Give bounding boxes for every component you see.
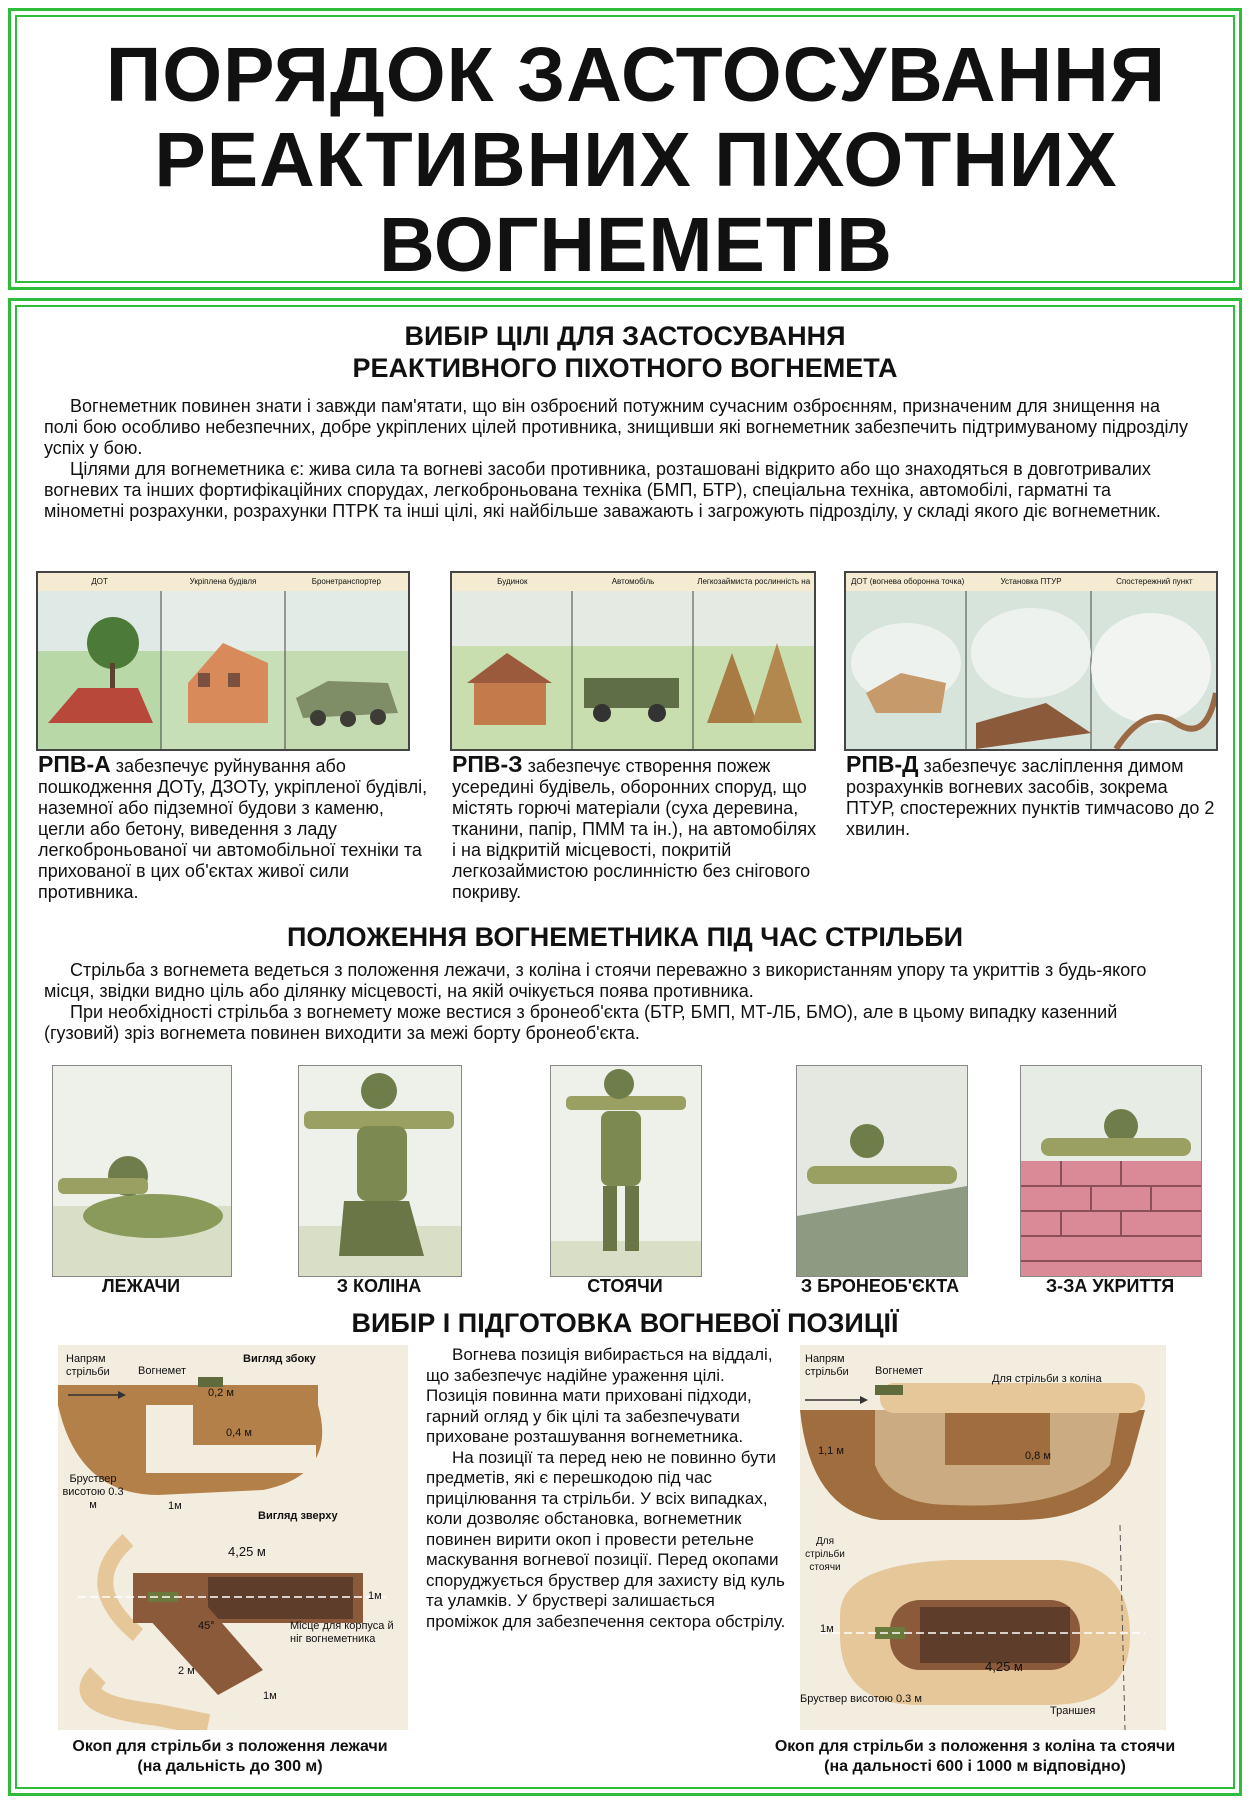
prone-position-picture [52,1065,232,1277]
knee-fire-label: Для стрільби з коліна [992,1373,1102,1385]
kneeling-caption-line-1: Окоп для стрільби з положення з коліна та стоячи [774,1738,1176,1755]
target-heading-line-1: ВИБІР ЦІЛІ ДЛЯ ЗАСТОСУВАННЯ [404,321,846,351]
target-section-text [44,396,1194,522]
position-label-prone: ЛЕЖАЧИ [101,1276,181,1296]
soldier-behind-wall-illustration [1021,1066,1201,1276]
soldier-on-vehicle-illustration [797,1066,967,1276]
positions-heading: ПОЛОЖЕННЯ ВОГНЕМЕТНИКА ПІД ЧАС СТРІЛЬБИ [286,922,964,952]
page-title [51,33,1221,288]
prone-soldier-illustration [53,1066,231,1276]
kneeling-caption-line-2: (на дальності 600 і 1000 м відповідно) [824,1758,1126,1775]
dim-1-1m: 1,1 м [818,1445,844,1457]
angle-45: 45° [198,1620,215,1632]
launcher-label: Вогнемет [875,1365,924,1377]
dim-4-25m: 4,25 м [228,1544,266,1559]
behind-cover-position-picture [1020,1065,1202,1277]
prone-trench-diagram [58,1345,408,1730]
rpv-a-name: РПВ-А [38,751,111,777]
fire-position-text [426,1345,786,1632]
panel-caption: Укріплена будівля [189,577,257,586]
target-heading-line-2: РЕАКТИВНОГО ПІХОТНОГО ВОГНЕМЕТА [352,353,898,383]
panel-caption: ДОТ (вогнева оборонна точка) [850,577,965,586]
rpv-a-desc-text: забезпечує руйнування або пошкодження ДОТу, ДЗОТу, укріпленої будівлі, наземної або підземної будови з каменю, цегли або бетону, виведення з ладу легкоброньованої чи автомобільної техніки та прихованої в цих об'єктах живої сили противника. [38,756,428,902]
title-line-1: ПОРЯДОК ЗАСТОСУВАННЯ [105,32,1167,118]
rpv-d-desc-text: забезпечує засліплення димом розрахунків вогневих засобів, зокрема ПТУР, спостережних пунктів тимчасово до 2 хвилин. [846,756,1215,839]
rpv-a-description [38,751,428,903]
standing-soldier-illustration [551,1066,701,1276]
dim-2m: 2 м [178,1665,195,1677]
rpv-z-description [452,751,820,903]
fire-position-paragraph-2: На позиції та перед нею не повинно бути предметів, які є перешкодою під час прицілювання та стрільби. У всіх випадках, коли дозволяє обстановка, вогнеметник повинен вирити окоп і провести ретельне маскування вогневої позиції. Перед окопами споруджується бруствер для захисту від куль та уламків. У бруствері залишається проміжок для забезпечення сектора обстрілу. [426,1447,786,1631]
bunker-building-apc-illustration [38,573,408,749]
dim-1m-bottom: 1м [263,1690,277,1702]
prone-caption-line-2: (на дальність до 300 м) [137,1758,323,1775]
title-line-3: ВОГНЕМЕТІВ [379,202,893,288]
position-label-standing: СТОЯЧИ [587,1276,663,1296]
standing-position-picture [550,1065,702,1277]
panel-caption: Легкозаймиста рослинність на [697,577,811,586]
panel-caption: Спостережний пункт [1116,577,1193,586]
target-paragraph-1: Вогнеметник повинен знати і завжди пам'ятати, що він озброєний потужним сучасним озброєнням, призначеним для знищення на полі бою особливо небезпечних, добре укріплених цілей противника, знищивши які вогнеметник забезпечить підтримуваному підрозділу успіх у бою. [44,396,1188,458]
dim-0-2m: 0,2 м [208,1387,234,1399]
body-place-label: Місце для корпуса й ніг вогнеметника [290,1620,394,1645]
dim-0-4m: 0,4 м [226,1427,252,1439]
dim-1m: 1м [820,1623,834,1635]
title-frame [8,8,1242,290]
panel-caption: Автомобіль [611,577,655,586]
dim-1m: 1м [168,1500,182,1512]
kneeling-standing-trench-drawing [800,1345,1166,1730]
armored-vehicle-position-picture [796,1065,968,1277]
position-label-kneeling: З КОЛІНА [336,1276,422,1296]
position-label-vehicle: З БРОНЕОБ'ЄКТА [800,1276,960,1296]
parapet-label: Бруствер висотою 0.3 м [62,1473,124,1511]
rpv-d-name: РПВ-Д [846,751,919,777]
parapet-label: Бруствер висотою 0.3 м [800,1693,922,1705]
fire-direction-label: Напрям стрільби [805,1353,849,1378]
kneeling-soldier-illustration [299,1066,461,1276]
panel-caption: Бронетранспортер [311,577,381,586]
dim-0-8m: 0,8 м [1025,1450,1051,1462]
rpv-a-targets-picture [36,571,410,751]
position-label-cover: З-ЗА УКРИТТЯ [1045,1276,1175,1296]
dim-1m-width: 1м [368,1590,382,1602]
rpv-z-name: РПВ-З [452,751,523,777]
kneeling-standing-trench-diagram [800,1345,1166,1730]
panel-caption: Установка ПТУР [1000,577,1062,586]
panel-caption: ДОТ [91,577,108,586]
target-paragraph-2: Цілями для вогнеметника є: жива сила та вогневі засоби противника, розташовані відкрито або що знаходяться в довготривалих вогневих та інших фортифікаційних спорудах, легкоброньована техніка (БМП, БТР), спеціальна техніка, автомобілі, гарматні та мінометні розрахунки, розрахунки ПТРК та інші цілі, які найбільше заважають і загрожують підрозділу, у складі якого діє вогнеметник. [44,459,1161,521]
positions-paragraph-1: Стрільба з вогнемета ведеться з положення лежачи, з коліна і стоячи переважно з використанням упору та укриттів з будь-якого місця, звідки видно ціль або ділянку місцевості, на якій очікується поява противника. [44,960,1147,1001]
prone-caption-line-1: Окоп для стрільби з положення лежачи [72,1738,388,1755]
house-truck-vegetation-illustration [452,573,814,749]
trench-label: Траншея [1050,1705,1096,1717]
kneeling-position-picture [298,1065,462,1277]
title-line-2: РЕАКТИВНИХ ПІХОТНИХ [154,117,1118,203]
launcher-label: Вогнемет [138,1365,187,1377]
positions-text [44,960,1194,1044]
fire-direction-label: Напрям стрільби [66,1353,110,1378]
standing-fire-label: Для стрільби стоячи [805,1536,845,1573]
dim-4-25m: 4,25 м [985,1659,1023,1674]
rpv-d-description [846,751,1216,840]
positions-paragraph-2: При необхідності стрільба з вогнемету може вестися з бронеоб'єкта (БТР, БМП, МТ-ЛБ, БМО), але в цьому випадку казенний (гузовий) зріз вогнемета повинен виходити за межі борту бронеоб'єкта. [44,1002,1118,1043]
kneeling-standing-trench-caption [730,1737,1220,1777]
prone-trench-caption [40,1737,420,1777]
prone-trench-drawing [58,1345,408,1730]
rpv-z-desc-text: забезпечує створення пожеж усередині будівель, оборонних споруд, що містять горючі матеріали (суха деревина, тканини, папір, ПММ та ін.), на автомобілях і на відкритій місцевості, покритій легкозаймистою рослинністю без снігового покриву. [452,756,817,902]
fire-position-paragraph-1: Вогнева позиція вибирається на віддалі, що забезпечує надійне ураження цілі. Позиція повинна мати приховані підходи, гарний огляд у бік цілі та забезпечувати приховане розташування вогнеметника. [426,1345,773,1446]
smoke-screen-illustration [846,573,1216,749]
rpv-d-targets-picture [844,571,1218,751]
rpv-z-targets-picture [450,571,816,751]
side-view-label: Вигляд збоку [243,1353,316,1365]
target-section-heading [40,320,1210,384]
fire-position-heading: ВИБІР І ПІДГОТОВКА ВОГНЕВОЇ ПОЗИЦІЇ [351,1308,899,1338]
panel-caption: Будинок [497,577,528,586]
top-view-label: Вигляд зверху [258,1510,338,1522]
